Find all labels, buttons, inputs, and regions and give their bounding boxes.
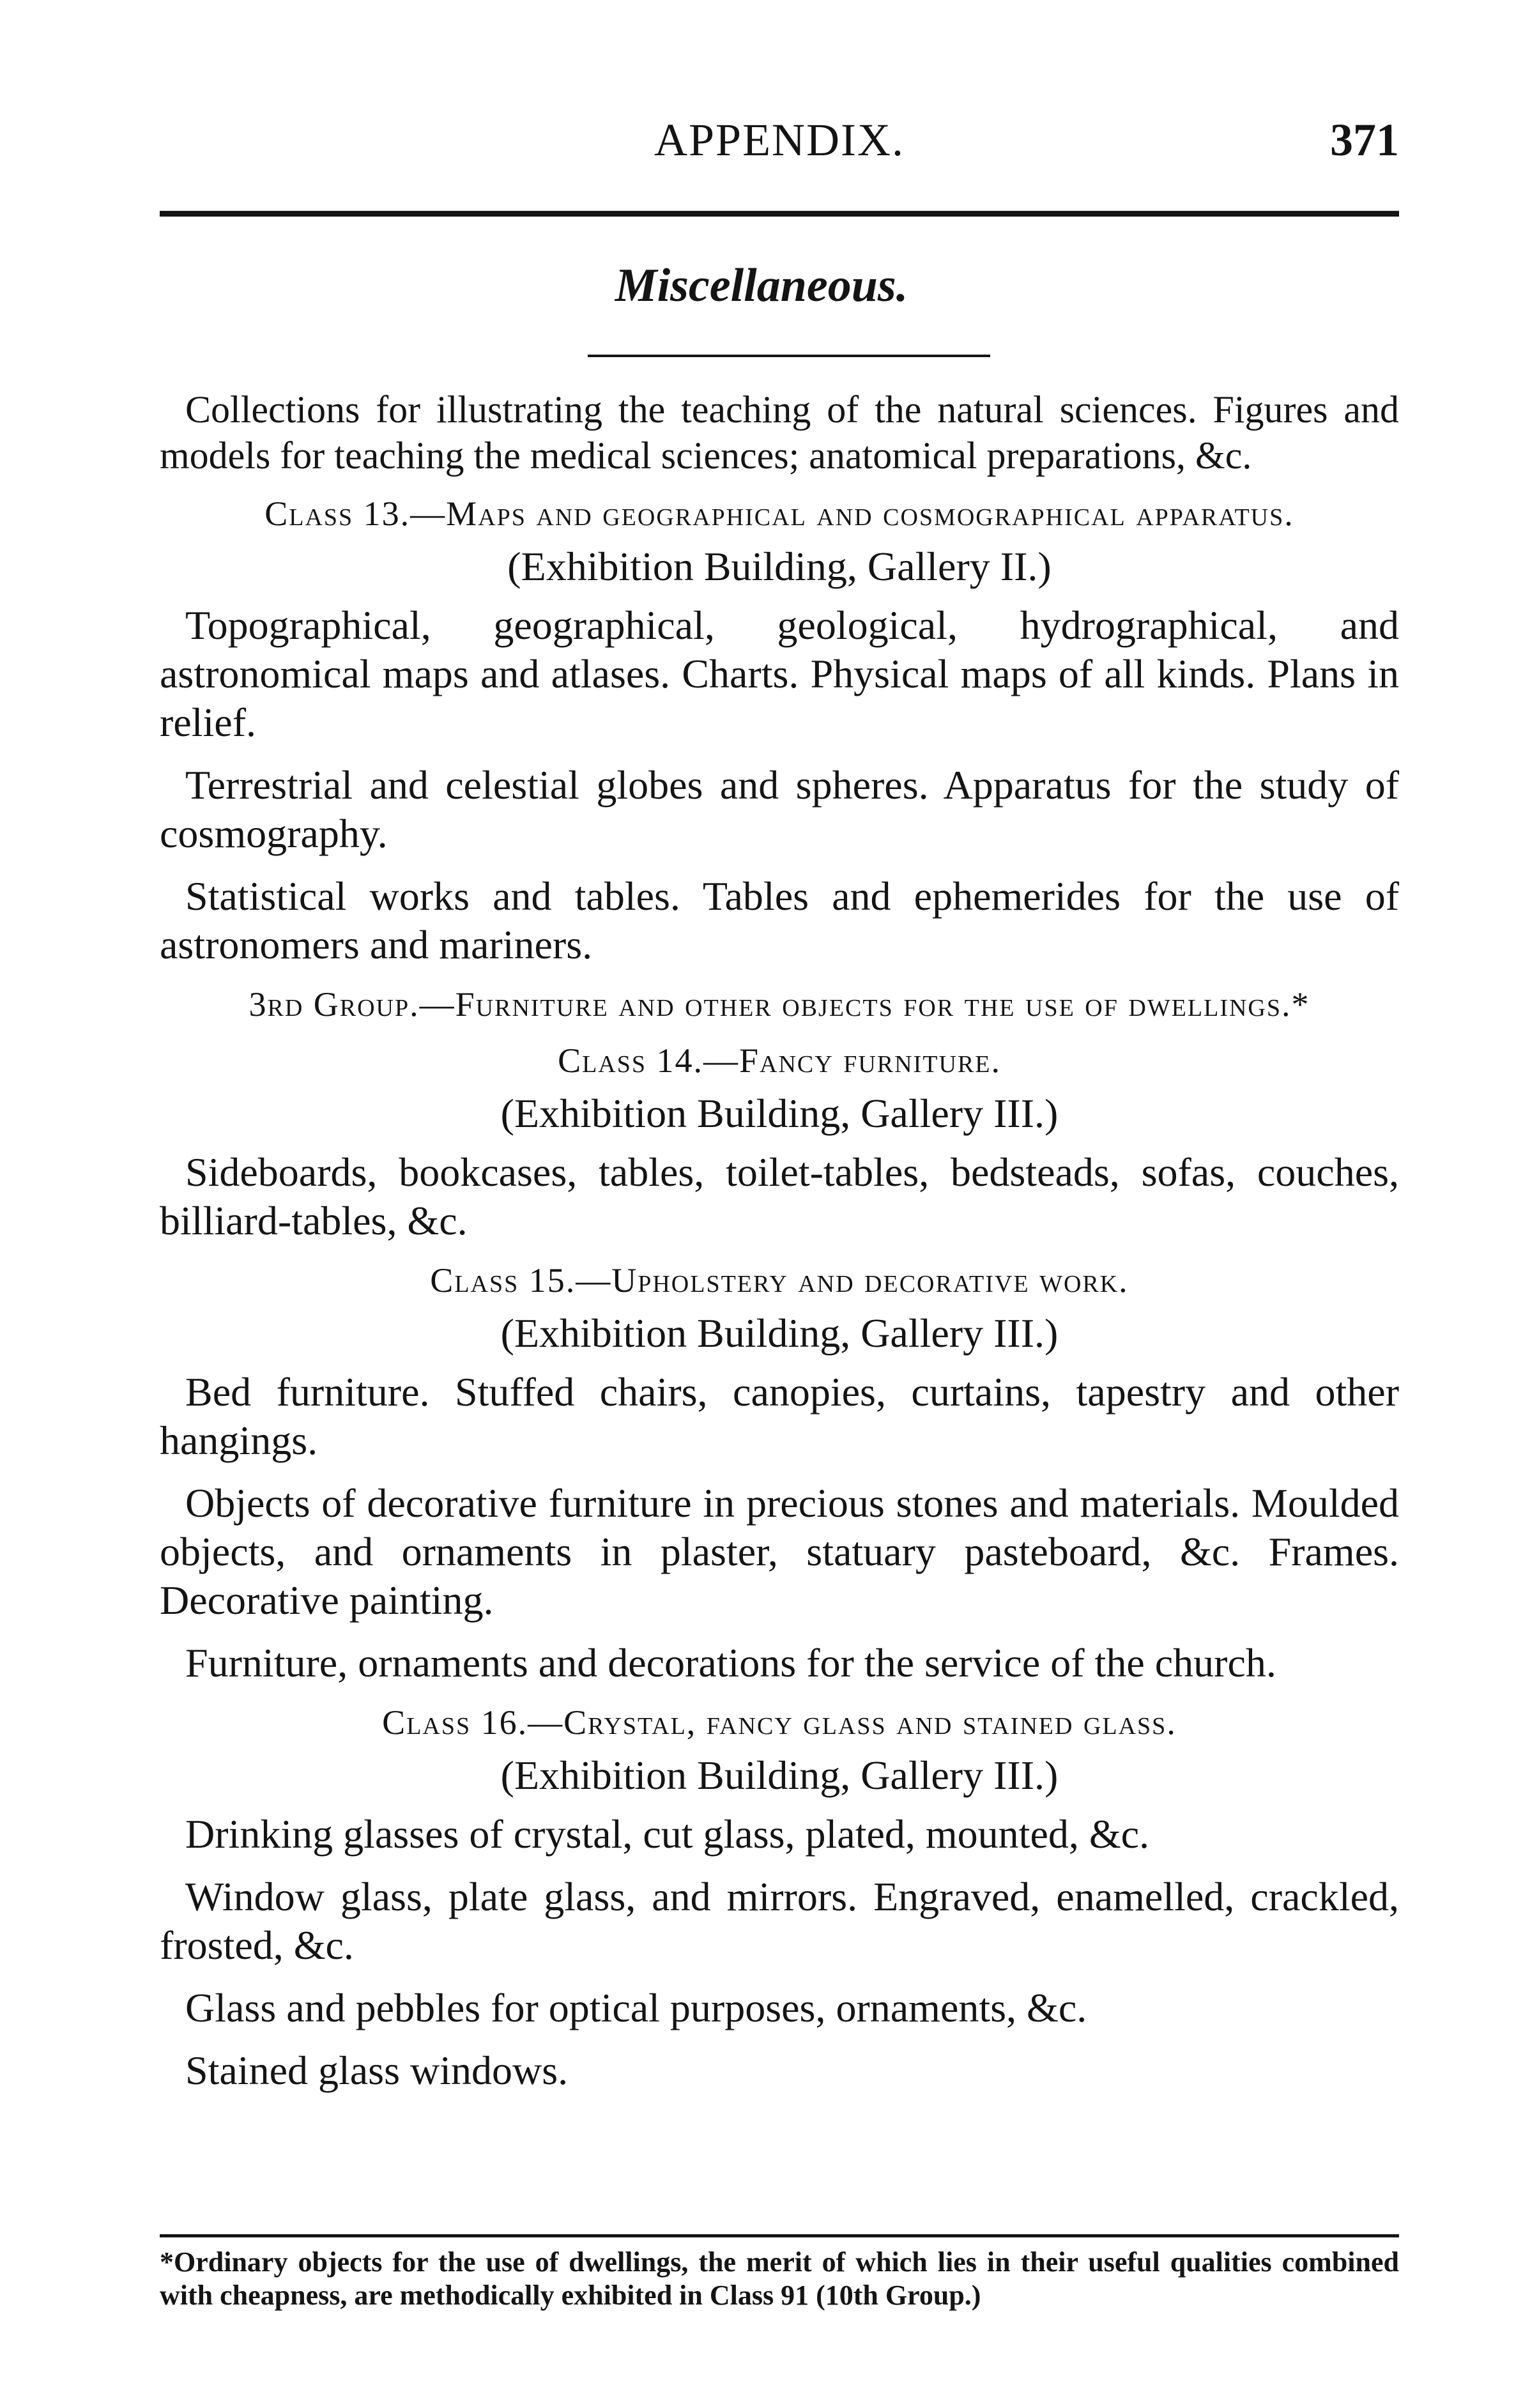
class-15-location: (Exhibition Building, Gallery III.) bbox=[500, 1310, 1059, 1356]
footnote-rule bbox=[160, 2234, 1399, 2237]
title-rule bbox=[588, 355, 990, 357]
class-15-paragraph: Bed furniture. Stuffed chairs, canopies, curtains, tapestry and other hangings. bbox=[160, 1369, 1399, 1463]
class-13-paragraph: Terrestrial and celestial globes and spheres. Apparatus for the study of cosmography. bbox=[160, 762, 1399, 856]
page-number: 371 bbox=[1330, 114, 1399, 165]
class-15-paragraph: Objects of decorative furniture in precious stones and materials. Moulded objects, and ornaments in plaster, statuary pasteboard, &c. Frames. Decorative painting. bbox=[160, 1480, 1399, 1623]
class-13-paragraph: Statistical works and tables. Tables and ephemerides for the use of astronomers and mariners. bbox=[160, 873, 1399, 967]
intro-paragraph: Collections for illustrating the teaching of the natural sciences. Figures and models for teaching the medical sciences; anatomical preparations, &c. bbox=[160, 388, 1399, 477]
class-13-location: (Exhibition Building, Gallery II.) bbox=[507, 544, 1052, 589]
class-16-heading: Class 16.—Crystal, fancy glass and stained glass. bbox=[382, 1703, 1177, 1742]
class-16-paragraph: Glass and pebbles for optical purposes, ornaments, &c. bbox=[185, 1985, 1087, 2030]
running-title: APPENDIX. bbox=[654, 114, 905, 165]
group-3-heading: 3rd Group.—Furniture and other objects for the use of dwellings.* bbox=[249, 985, 1310, 1024]
header-rule bbox=[160, 211, 1399, 217]
class-16-paragraph: Window glass, plate glass, and mirrors. Engraved, enamelled, crackled, frosted, &c. bbox=[160, 1874, 1399, 1968]
class-14-heading: Class 14.—Fancy furniture. bbox=[558, 1041, 1001, 1080]
footnote: *Ordinary objects for the use of dwellings, the merit of which lies in their useful qualities combined with cheapness, are methodically exhibited in Class 91 (10th Group.) bbox=[160, 2246, 1399, 2311]
page-header bbox=[160, 114, 1399, 184]
class-13-heading: Class 13.—Maps and geographical and cosmographical apparatus. bbox=[264, 495, 1294, 533]
class-13-paragraph: Topographical, geographical, geological, hydrographical, and astronomical maps and atlases. Charts. Physical maps of all kinds. Plans in relief. bbox=[160, 602, 1399, 745]
section-title: Miscellaneous. bbox=[615, 259, 908, 312]
class-15-paragraph: Furniture, ornaments and decorations for the service of the church. bbox=[185, 1640, 1276, 1685]
class-14-location: (Exhibition Building, Gallery III.) bbox=[500, 1091, 1059, 1136]
page-body bbox=[160, 387, 1399, 2109]
class-15-heading: Class 15.—Upholstery and decorative work. bbox=[430, 1261, 1129, 1300]
class-16-paragraph: Drinking glasses of crystal, cut glass, plated, mounted, &c. bbox=[185, 1811, 1150, 1857]
class-14-paragraph: Sideboards, bookcases, tables, toilet-tables, bedsteads, sofas, couches, billiard-tables, &c. bbox=[160, 1149, 1399, 1243]
class-16-location: (Exhibition Building, Gallery III.) bbox=[500, 1752, 1059, 1798]
class-16-paragraph: Stained glass windows. bbox=[185, 2048, 569, 2093]
